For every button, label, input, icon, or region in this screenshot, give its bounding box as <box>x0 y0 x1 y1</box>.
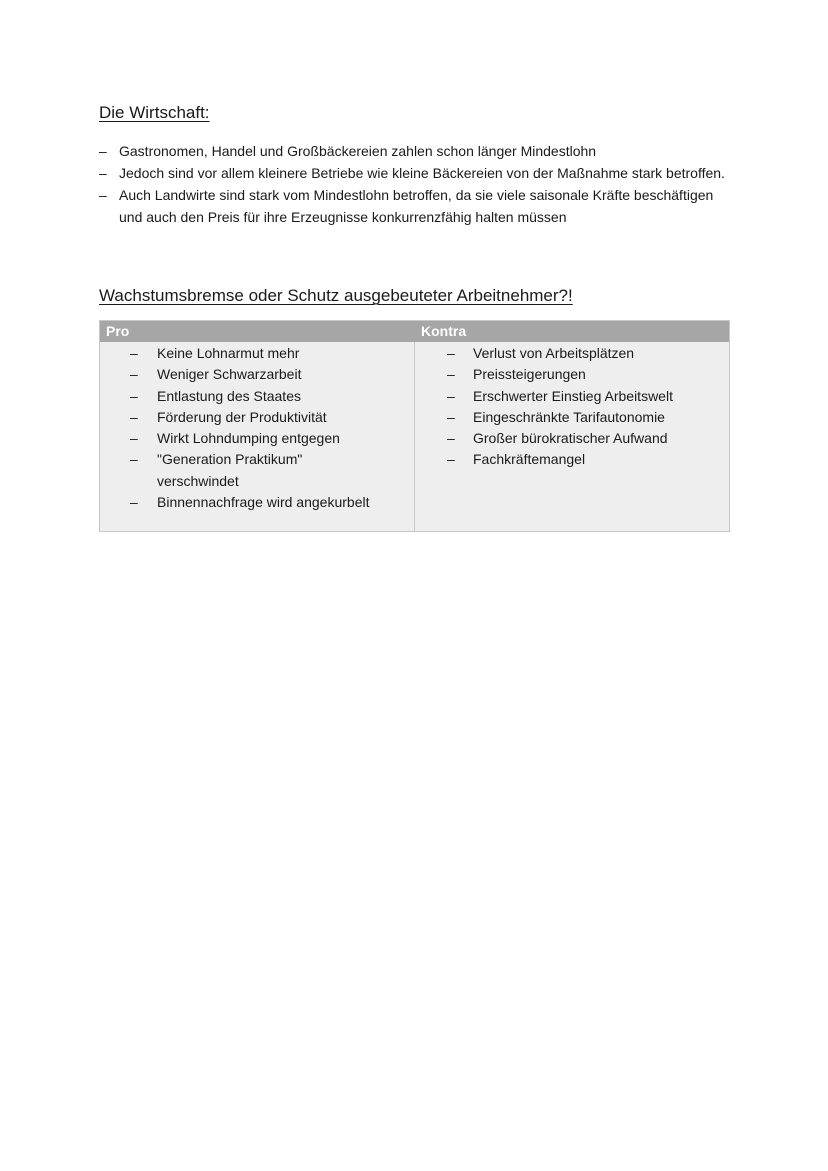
list-item-text: Förderung der Produktivität <box>157 408 327 425</box>
bullet-dash: – <box>130 408 138 425</box>
list-item-text: Fachkräftemangel <box>473 451 586 468</box>
list-item-text: Auch Landwirte sind stark vom Mindestlohn betroffen, da sie viele saisonale Kräfte beschäftigen und auch den Preis für ihre Erzeugnisse konkurrenzfähig halten müssen <box>119 187 714 225</box>
list-item-text: Preissteigerungen <box>473 366 586 383</box>
economy-heading: Die Wirtschaft: <box>99 103 210 122</box>
list-item-text: Weniger Schwarzarbeit <box>157 366 302 383</box>
list-item-text: Großer bürokratischer Aufwand <box>473 430 668 447</box>
contra-column <box>415 342 729 531</box>
list-item <box>100 343 414 364</box>
debate-heading: Wachstumsbremse oder Schutz ausgebeuteter Arbeitnehmer?! <box>99 286 573 305</box>
list-item-text: Entlastung des Staates <box>157 387 301 404</box>
bullet-dash: – <box>447 430 455 447</box>
list-item-text: Erschwerter Einstieg Arbeitswelt <box>473 387 673 404</box>
bullet-dash: – <box>99 165 107 181</box>
pro-column-header: Pro <box>106 323 130 339</box>
bullet-dash: – <box>447 387 455 404</box>
list-item <box>415 449 729 470</box>
list-item <box>100 449 414 492</box>
bullet-dash: – <box>447 451 455 468</box>
list-item <box>415 386 729 407</box>
list-item <box>415 407 729 428</box>
list-item-text: Binnennachfrage wird angekurbelt <box>157 494 370 511</box>
pro-column <box>100 342 415 531</box>
pro-contra-table <box>99 320 730 532</box>
bullet-dash: – <box>99 143 107 159</box>
list-item-text: Jedoch sind vor allem kleinere Betriebe wie kleine Bäckereien von der Maßnahme stark betroffen. <box>119 165 725 181</box>
list-item <box>100 492 414 513</box>
bullet-dash: – <box>447 366 455 383</box>
bullet-dash: – <box>130 366 138 383</box>
pro-list <box>100 342 414 513</box>
list-item <box>415 428 729 449</box>
list-item <box>100 386 414 407</box>
list-item <box>415 343 729 364</box>
list-item-text: Eingeschränkte Tarifautonomie <box>473 408 665 425</box>
list-item-text: Verlust von Arbeitsplätzen <box>473 345 635 361</box>
list-item-text: Gastronomen, Handel und Großbäckereien zahlen schon länger Mindestlohn <box>119 143 597 159</box>
table-body-row <box>100 342 729 531</box>
bullet-dash: – <box>130 430 138 447</box>
bullet-dash: – <box>130 494 138 511</box>
bullet-dash: – <box>130 345 138 361</box>
list-item-text: "Generation Praktikum" verschwindet <box>157 451 303 489</box>
table-header-row <box>100 321 729 342</box>
bullet-dash: – <box>447 408 455 425</box>
bullet-dash: – <box>130 451 138 468</box>
list-item <box>415 364 729 385</box>
bullet-dash: – <box>130 387 138 404</box>
economy-bullet-list <box>99 140 730 228</box>
list-item-text: Keine Lohnarmut mehr <box>157 345 300 361</box>
list-item <box>100 428 414 449</box>
list-item <box>99 140 730 162</box>
list-item <box>100 364 414 385</box>
contra-column-header: Kontra <box>421 323 467 339</box>
list-item-text: Wirkt Lohndumping entgegen <box>157 430 340 447</box>
contra-list <box>415 342 729 471</box>
list-item <box>100 407 414 428</box>
list-item <box>99 184 730 228</box>
list-item <box>99 162 730 184</box>
bullet-dash: – <box>447 345 455 361</box>
bullet-dash: – <box>99 187 107 203</box>
